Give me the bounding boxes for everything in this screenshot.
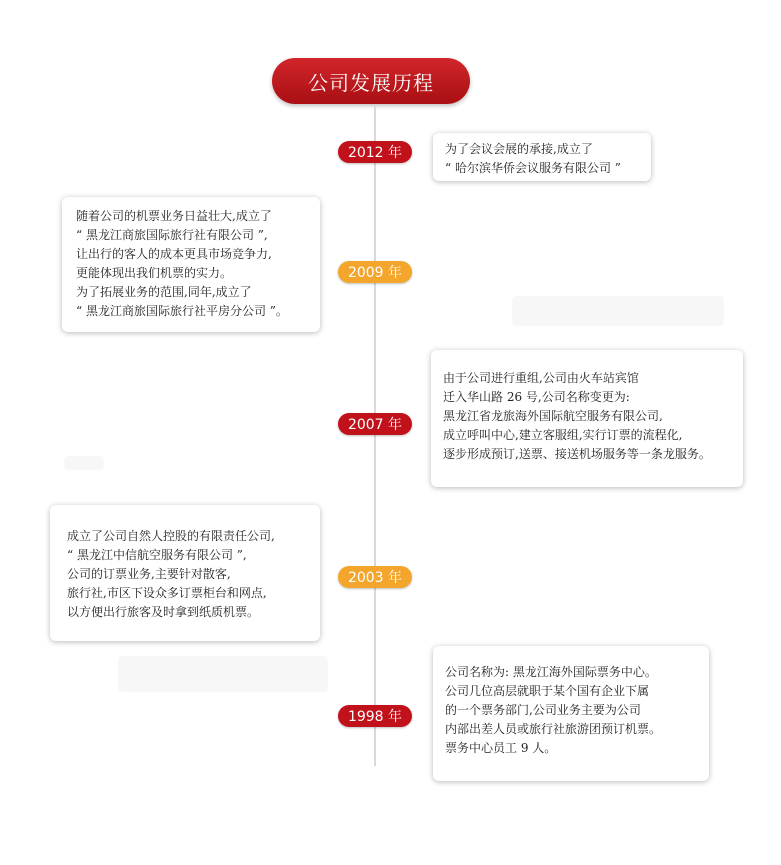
event-text-line: 票务中心员工 9 人。 bbox=[445, 741, 557, 755]
event-text-line: 公司几位高层就职于某个国有企业下属 bbox=[445, 684, 650, 698]
event-text-line: “ 黑龙江商旅国际旅行社有限公司 ”, bbox=[76, 228, 268, 242]
event-text-line: 随着公司的机票业务日益壮大,成立了 bbox=[76, 209, 272, 223]
faded-card-fragment bbox=[512, 296, 724, 326]
timeline-line bbox=[374, 106, 376, 766]
event-text-line: 为了会议会展的承接,成立了 bbox=[445, 142, 593, 156]
event-text-line: “ 哈尔滨华侨会议服务有限公司 ” bbox=[445, 161, 621, 175]
faded-card-fragment bbox=[64, 456, 104, 470]
event-card-2007 bbox=[431, 350, 743, 487]
event-text-line: 内部出差人员或旅行社旅游团预订机票。 bbox=[445, 722, 662, 736]
event-text-line: 公司的订票业务,主要针对散客, bbox=[67, 567, 231, 581]
event-text-line: 为了拓展业务的范围,同年,成立了 bbox=[76, 285, 252, 299]
year-badge-2009: 2009 年 bbox=[338, 261, 412, 283]
event-text-line: 以方便出行旅客及时拿到纸质机票。 bbox=[67, 605, 260, 619]
year-badge-2012: 2012 年 bbox=[338, 141, 412, 163]
event-text-line: 逐步形成预订,送票、接送机场服务等一条龙服务。 bbox=[443, 447, 711, 461]
event-text-line: “ 黑龙江商旅国际旅行社平房分公司 ”。 bbox=[76, 304, 288, 318]
year-badge-2007: 2007 年 bbox=[338, 413, 412, 435]
event-text-line: 让出行的客人的成本更具市场竞争力, bbox=[76, 247, 272, 261]
event-card-2003 bbox=[50, 505, 320, 641]
event-text-line: 更能体现出我们机票的实力。 bbox=[76, 266, 233, 280]
event-card-2012 bbox=[433, 133, 651, 181]
event-card-2009 bbox=[62, 197, 320, 332]
event-text-line: 黑龙江省龙旅海外国际航空服务有限公司, bbox=[443, 409, 663, 423]
faded-card-fragment bbox=[118, 656, 328, 692]
event-text-line: 由于公司进行重组,公司由火车站宾馆 bbox=[443, 371, 639, 385]
event-card-1998 bbox=[433, 646, 709, 781]
event-text-line: 旅行社,市区下设众多订票柜台和网点, bbox=[67, 586, 267, 600]
event-text-line: 成立呼叫中心,建立客服组,实行订票的流程化, bbox=[443, 428, 683, 442]
event-text-line: “ 黑龙江中信航空服务有限公司 ”, bbox=[67, 548, 247, 562]
year-badge-2003: 2003 年 bbox=[338, 566, 412, 588]
event-text-line: 迁入华山路 26 号,公司名称变更为: bbox=[443, 390, 630, 404]
event-text-line: 成立了公司自然人控股的有限责任公司, bbox=[67, 529, 275, 543]
event-text-line: 公司名称为: 黑龙江海外国际票务中心。 bbox=[445, 665, 657, 679]
event-text-line: 的一个票务部门,公司业务主要为公司 bbox=[445, 703, 641, 717]
year-badge-1998: 1998 年 bbox=[338, 705, 412, 727]
page-title: 公司发展历程 bbox=[272, 58, 470, 104]
